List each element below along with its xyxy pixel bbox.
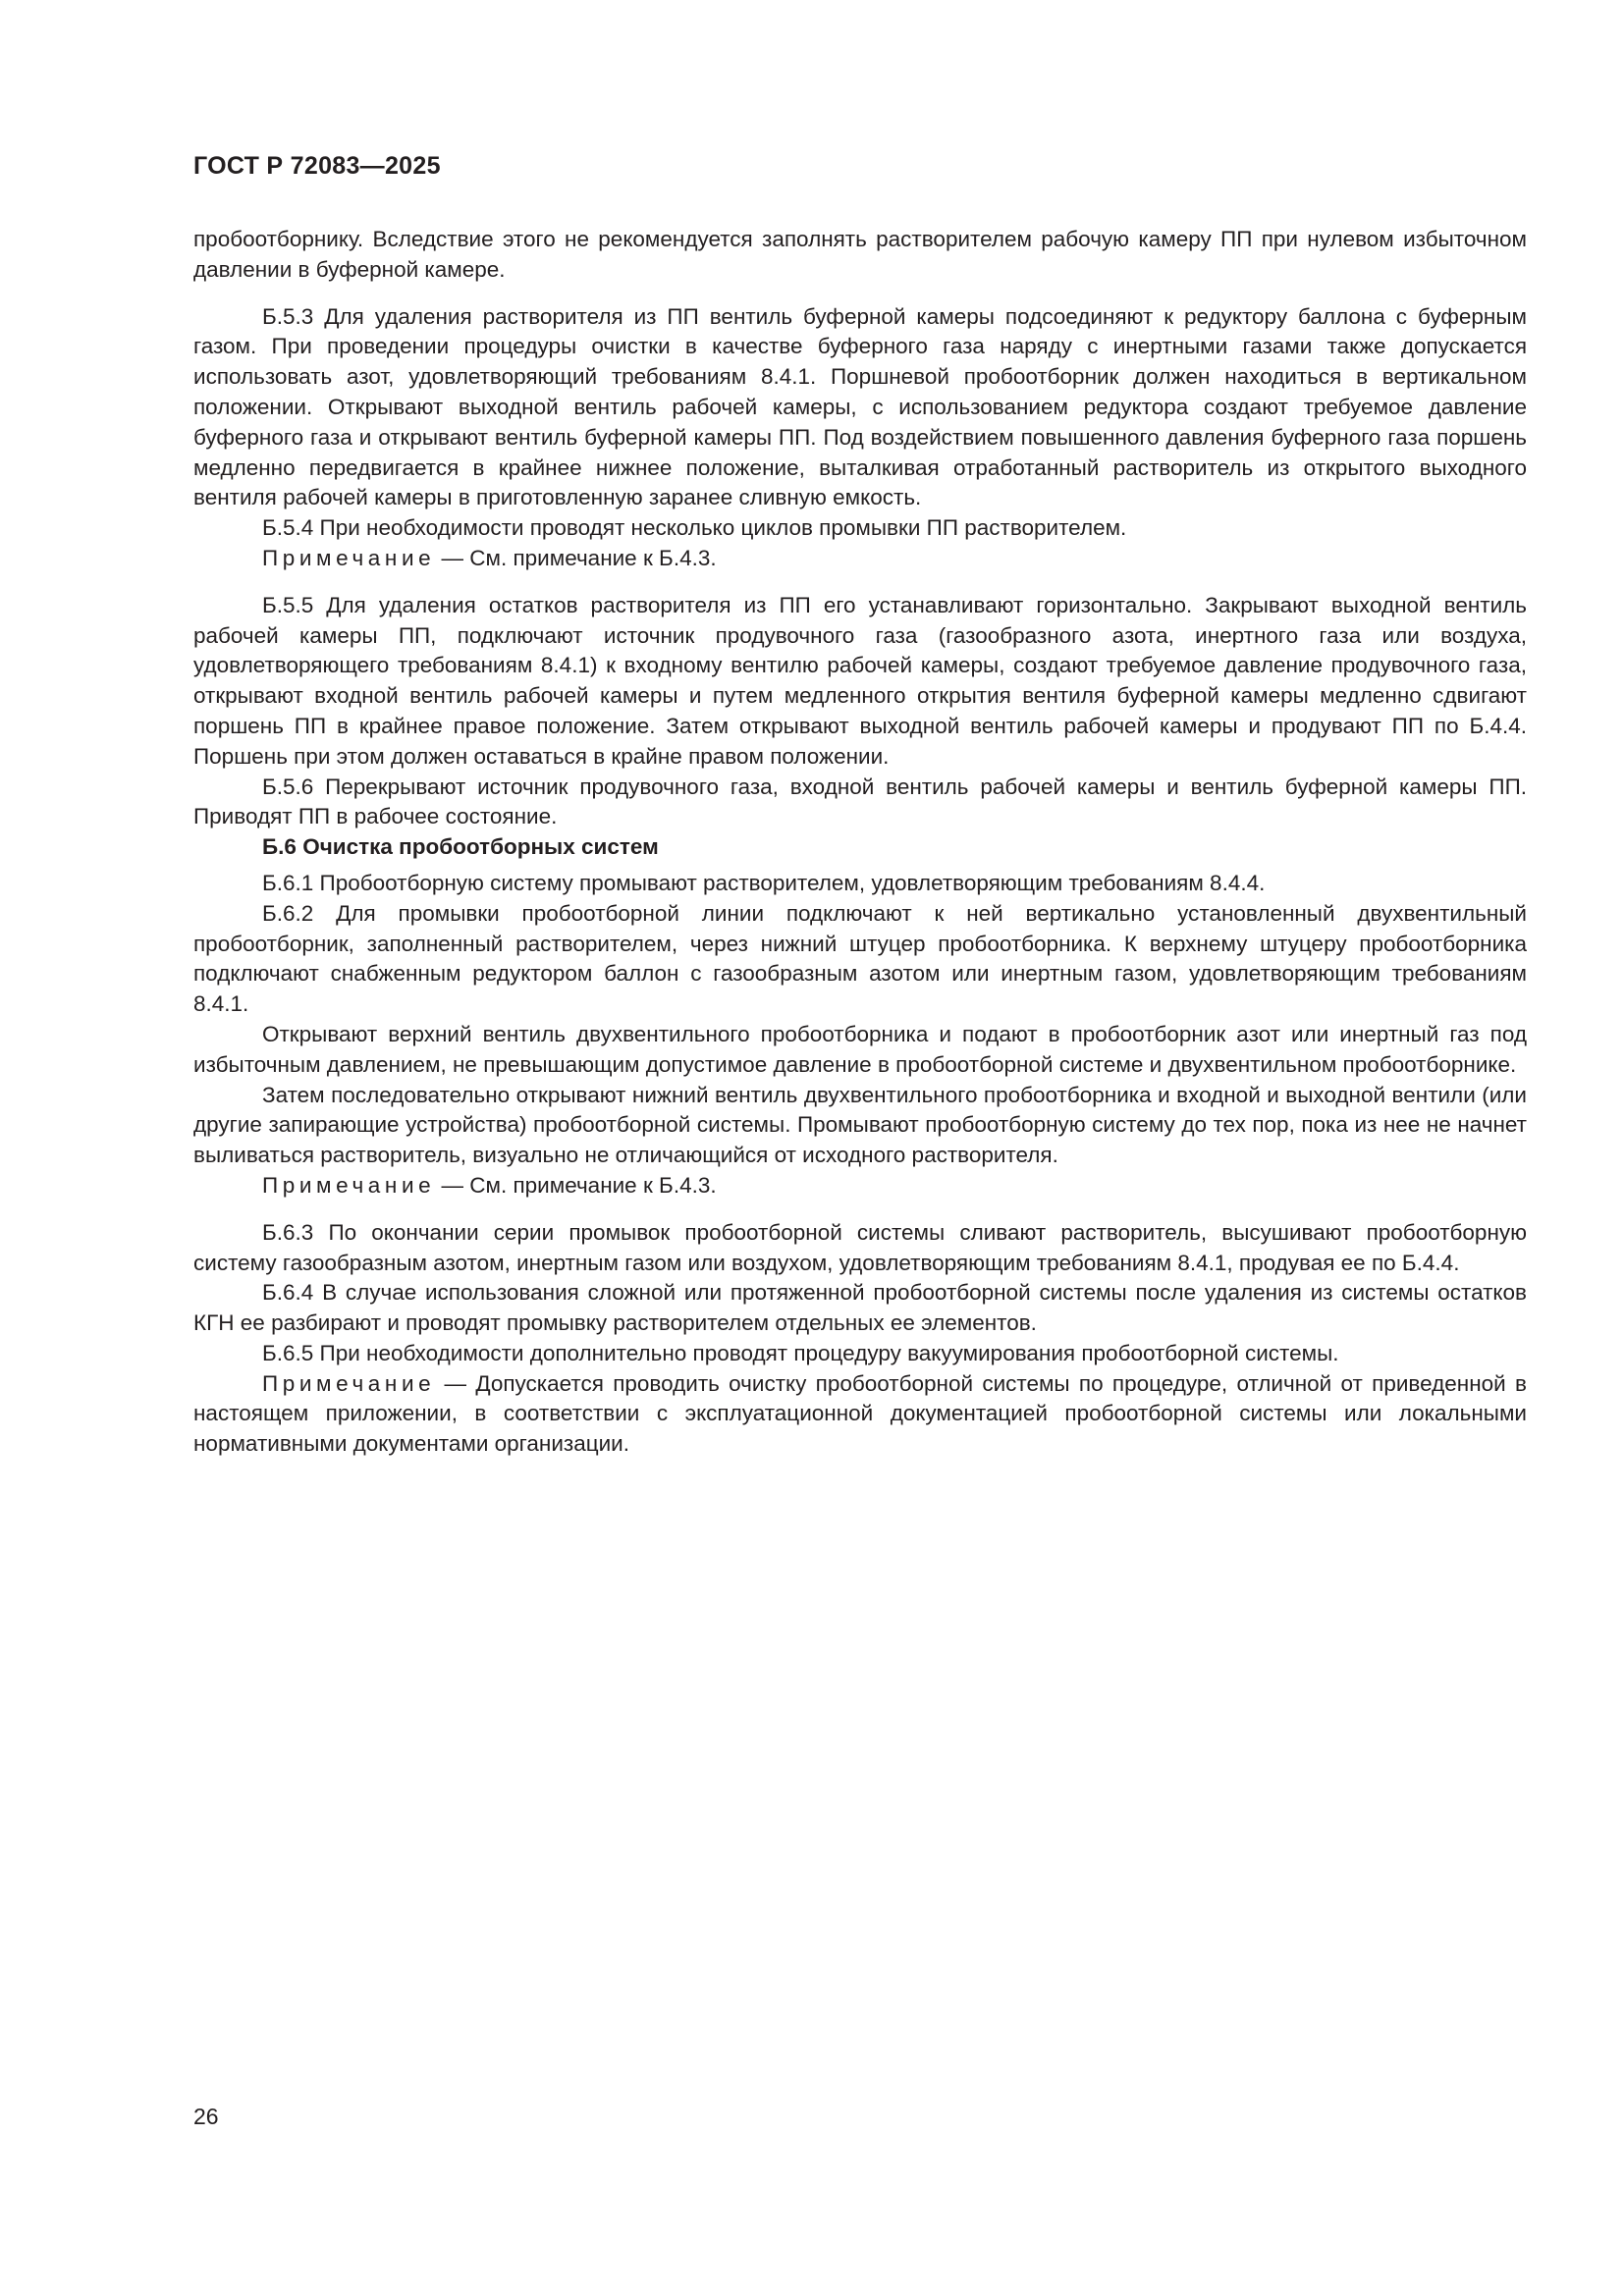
paragraph-b5-4: Б.5.4 При необходимости проводят несколько циклов промывки ПП растворителем. xyxy=(262,515,1127,541)
paragraph-b6-5: Б.6.5 При необходимости дополнительно проводят процедуру вакуумирования пробоотборной системы. xyxy=(262,1340,1339,1365)
paragraph-b5-5: Б.5.5 Для удаления остатков растворителя из ПП его устанавливают горизонтально. Закрывают выходной вентиль рабочей камеры ПП, подключают источник продувочного газа (газообразного азота, инертного газа или воздуха, удовлетворяющего требованиям 8.4.1) к входному вентилю рабочей камеры, создают требуемое давление продувочного газа, открывают входной вентиль рабочей камеры и путем медленного открытия вентиля буферной камеры медленно сдвигают поршень ПП в крайнее правое положение. Затем открывают выходной вентиль рабочей камеры и продувают ПП по Б.4.4. Поршень при этом должен оставаться в крайне правом положении. xyxy=(193,592,1527,769)
paragraph-b6-2: Б.6.2 Для промывки пробоотборной линии подключают к ней вертикально установленный двухвентильный пробоотборник, заполненный растворителем, через нижний штуцер пробоотборника. К верхнему штуцеру пробоотборника подключают снабженным редуктором баллон с газообразным азотом или инертным газом, удовлетворяющим требованиям 8.4.1. xyxy=(193,900,1527,1017)
note-2-label: Примечание xyxy=(262,1172,436,1198)
paragraph-then-open: Затем последовательно открывают нижний вентиль двухвентильного пробоотборника и входной и выходной вентили (или другие запирающие устройства) пробоотборной системы. Промывают пробоотборную систему до тех пор, пока из нее не начнет выливаться растворитель, визуально не отличающийся от исходного растворителя. xyxy=(193,1082,1527,1168)
note-1-text: — См. примечание к Б.4.3. xyxy=(435,545,717,570)
paragraph-b6-3: Б.6.3 По окончании серии промывок пробоотборной системы сливают растворитель, высушивают пробоотборную систему газообразным азотом, инертным газом или воздухом, удовлетворяющим требованиям 8.4.1, продувая ее по Б.4.4. xyxy=(193,1219,1527,1275)
paragraph-b5-3: Б.5.3 Для удаления растворителя из ПП вентиль буферной камеры подсоединяют к редуктору баллона с буферным газом. При проведении процедуры очистки в качестве буферного газа наряду с инертными газами также допускается использовать азот, удовлетворяющий требованиям 8.4.1. Поршневой пробоотборник должен находиться в вертикальном положении. Открывают выходной вентиль рабочей камеры, с использованием редуктора создают требуемое давление буферного газа и открывают вентиль буферной камеры ПП. Под воздействием повышенного давления буферного газа поршень медленно передвигается в крайнее нижнее положение, выталкивая отработанный растворитель из открытого выходного вентиля рабочей камеры в приготовленную заранее сливную емкость. xyxy=(193,303,1527,510)
paragraph-b5-6: Б.5.6 Перекрывают источник продувочного газа, входной вентиль рабочей камеры и вентиль буферной камеры ПП. Приводят ПП в рабочее состояние. xyxy=(193,774,1527,829)
note-1-label: Примечание xyxy=(262,545,436,570)
note-1 xyxy=(193,544,1527,574)
note-3 xyxy=(193,1369,1527,1460)
section-heading-b6: Б.6 Очистка пробоотборных систем xyxy=(262,834,659,860)
document-header: ГОСТ Р 72083—2025 xyxy=(193,152,441,180)
page-number: 26 xyxy=(193,2104,219,2129)
note-3-text: — Допускается проводить очистку пробоотборной системы по процедуре, отличной от приведенной в настоящем приложении, в соответствии с эксплуатационной документацией пробоотборной системы или локальными нормативными документами организации. xyxy=(193,1370,1527,1457)
document-body xyxy=(193,225,1527,1460)
paragraph-open-valve: Открывают верхний вентиль двухвентильного пробоотборника и подают в пробоотборник азот или инертный газ под избыточным давлением, не превышающим допустимое давление в пробоотборной системе и двухвентильном пробоотборнике. xyxy=(193,1021,1527,1077)
note-3-label: Примечание xyxy=(262,1370,436,1396)
paragraph-intro: пробоотборнику. Вследствие этого не рекомендуется заполнять растворителем рабочую камеру ПП при нулевом избыточном давлении в буферной камере. xyxy=(193,227,1527,282)
paragraph-b6-4: Б.6.4 В случае использования сложной или протяженной пробоотборной системы после удаления из системы остатков КГН ее разбирают и проводят промывку растворителем отдельных ее элементов. xyxy=(193,1280,1527,1336)
note-2 xyxy=(193,1171,1527,1201)
note-2-text: — См. примечание к Б.4.3. xyxy=(435,1172,717,1198)
paragraph-b6-1: Б.6.1 Пробоотборную систему промывают растворителем, удовлетворяющим требованиям 8.4.4. xyxy=(262,870,1266,895)
